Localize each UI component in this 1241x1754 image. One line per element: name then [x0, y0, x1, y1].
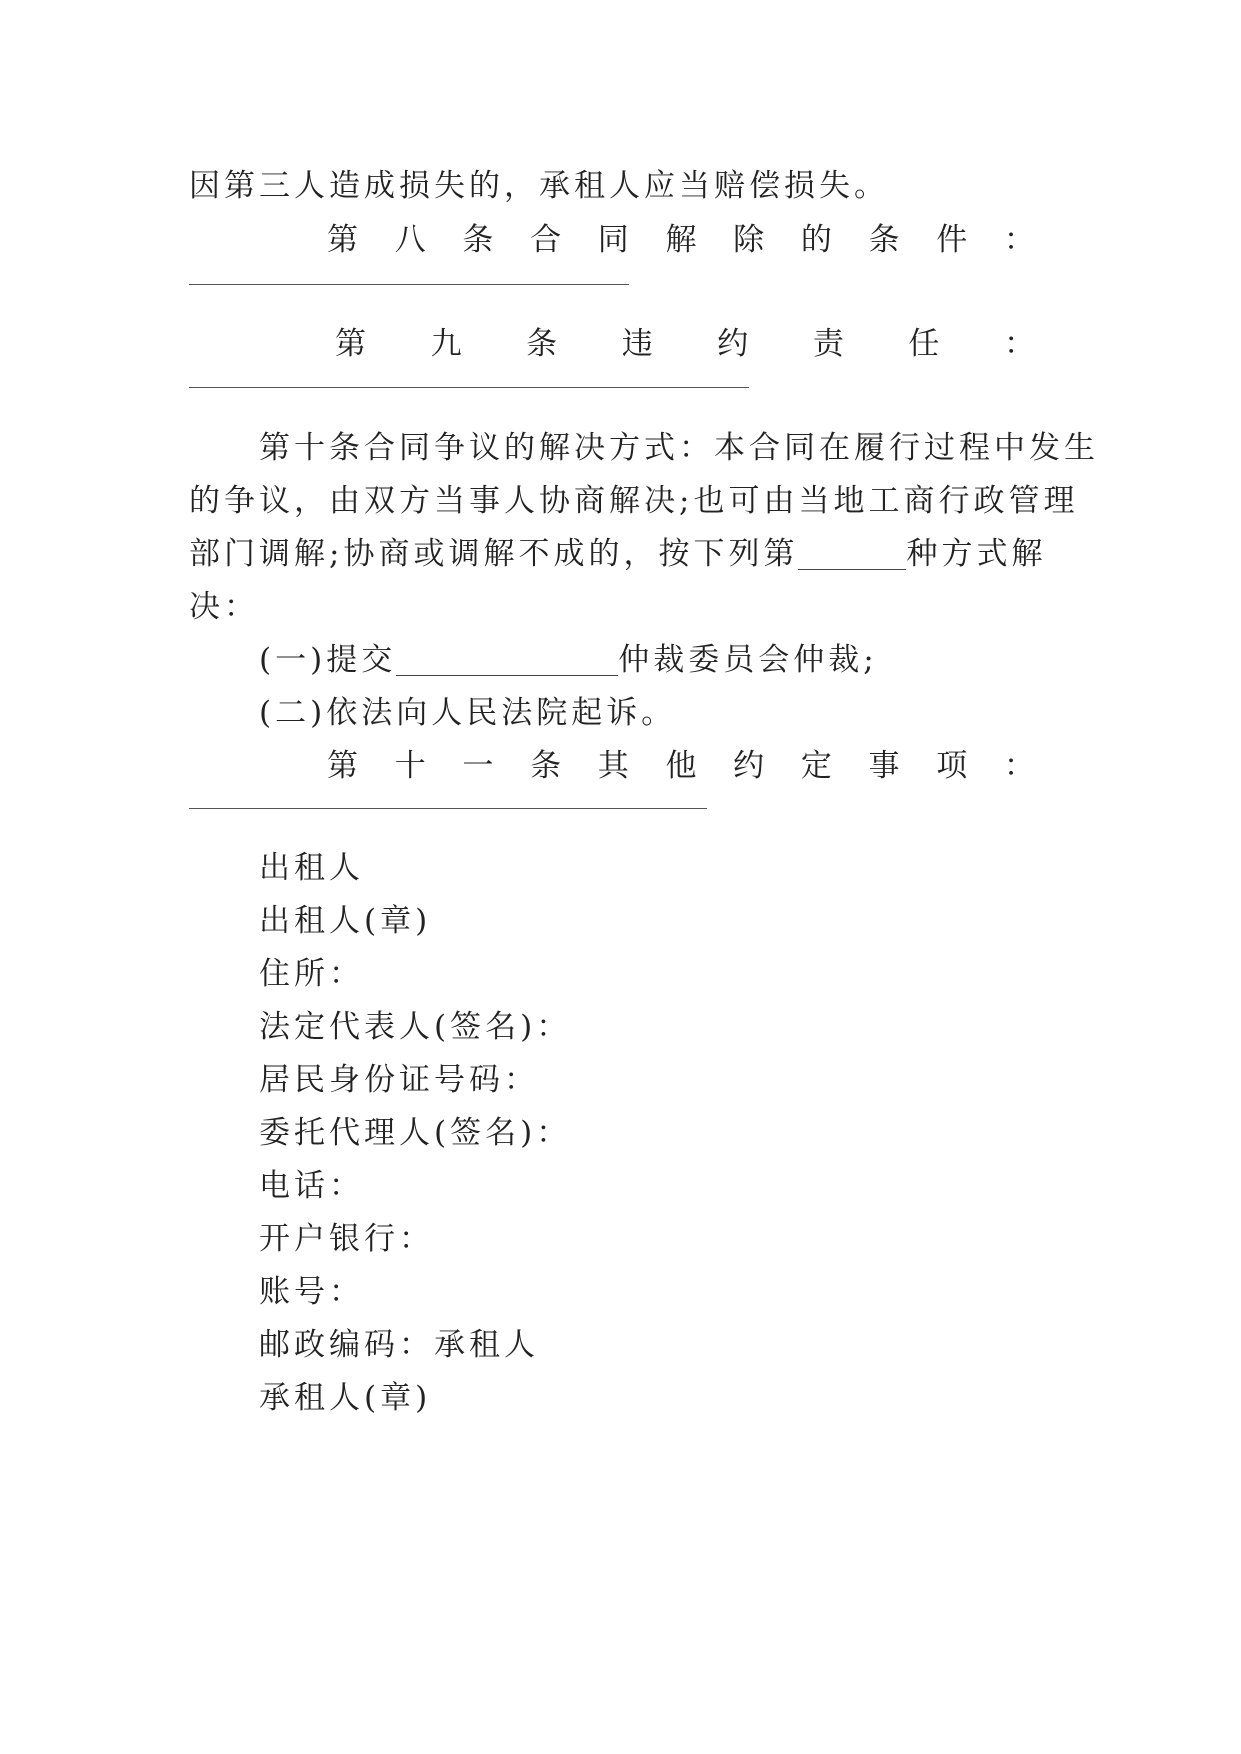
- heading-char: 违: [621, 326, 653, 362]
- article-10-text: 部门调解;协商或调解不成的，按下列第: [189, 536, 799, 572]
- heading-char: 约: [733, 748, 765, 784]
- option-1-text: (一)提交: [259, 642, 397, 678]
- article-10-line: 决：: [189, 589, 259, 625]
- signature-lessor-seal: 出租人(章): [259, 903, 432, 939]
- heading-char: 解: [665, 222, 697, 258]
- article-10-text: 种方式解: [906, 536, 1047, 572]
- heading-char: 条: [462, 222, 494, 258]
- blank-line: [189, 387, 749, 388]
- heading-char: 条: [530, 748, 562, 784]
- heading-char: 其: [597, 748, 629, 784]
- signature-lessor: 出租人: [259, 850, 364, 886]
- heading-char: ：: [1003, 748, 1035, 784]
- option-1-text: 仲裁委员会仲裁;: [618, 642, 878, 678]
- blank-line: [189, 808, 707, 809]
- heading-char: 第: [327, 748, 358, 784]
- heading-char: 任: [908, 326, 940, 362]
- heading-char: 合: [530, 222, 562, 258]
- article-10-line: 第十条合同争议的解决方式：本合同在履行过程中发生: [259, 430, 1099, 466]
- heading-char: 的: [800, 222, 832, 258]
- blank-line: [189, 284, 629, 285]
- heading-char: 九: [430, 326, 462, 362]
- heading-char: 他: [665, 748, 697, 784]
- article-11-heading: [327, 748, 1035, 784]
- option-2: (二)依法向人民法院起诉。: [259, 695, 677, 731]
- heading-char: 件: [936, 222, 968, 258]
- heading-char: 第: [335, 326, 366, 362]
- signature-agent: 委托代理人(签名)：: [259, 1115, 572, 1151]
- heading-char: 八: [394, 222, 426, 258]
- heading-char: 条: [526, 326, 558, 362]
- heading-char: 同: [597, 222, 629, 258]
- article-10-line: [189, 536, 1055, 572]
- heading-char: ：: [1003, 326, 1035, 362]
- signature-account: 账号：: [259, 1274, 364, 1310]
- article-8-heading: [327, 222, 1035, 258]
- heading-char: ：: [1003, 222, 1035, 258]
- heading-char: 责: [812, 326, 844, 362]
- fill-blank: [798, 539, 906, 570]
- signature-id-number: 居民身份证号码：: [259, 1062, 539, 1098]
- heading-char: 条: [868, 222, 900, 258]
- option-1: [259, 642, 1055, 678]
- heading-char: 事: [868, 748, 900, 784]
- heading-char: 第: [327, 222, 358, 258]
- article-9-heading: [335, 326, 1035, 362]
- article-10-line: 的争议，由双方当事人协商解决;也可由当地工商行政管理: [189, 483, 1079, 519]
- heading-char: 约: [717, 326, 749, 362]
- signature-address: 住所：: [259, 956, 364, 992]
- fill-blank: [396, 645, 618, 676]
- signature-postal-lessee: 邮政编码：承租人: [259, 1327, 539, 1363]
- signature-bank: 开户银行：: [259, 1221, 434, 1257]
- heading-char: 定: [800, 748, 832, 784]
- signature-lessee-seal: 承租人(章): [259, 1380, 432, 1416]
- paragraph-line: 因第三人造成损失的，承租人应当赔偿损失。: [189, 168, 889, 204]
- heading-char: 十: [394, 748, 426, 784]
- heading-char: 除: [733, 222, 765, 258]
- heading-char: 一: [462, 748, 494, 784]
- signature-legal-rep: 法定代表人(签名)：: [259, 1009, 572, 1045]
- heading-char: 项: [936, 748, 968, 784]
- signature-phone: 电话：: [259, 1168, 364, 1204]
